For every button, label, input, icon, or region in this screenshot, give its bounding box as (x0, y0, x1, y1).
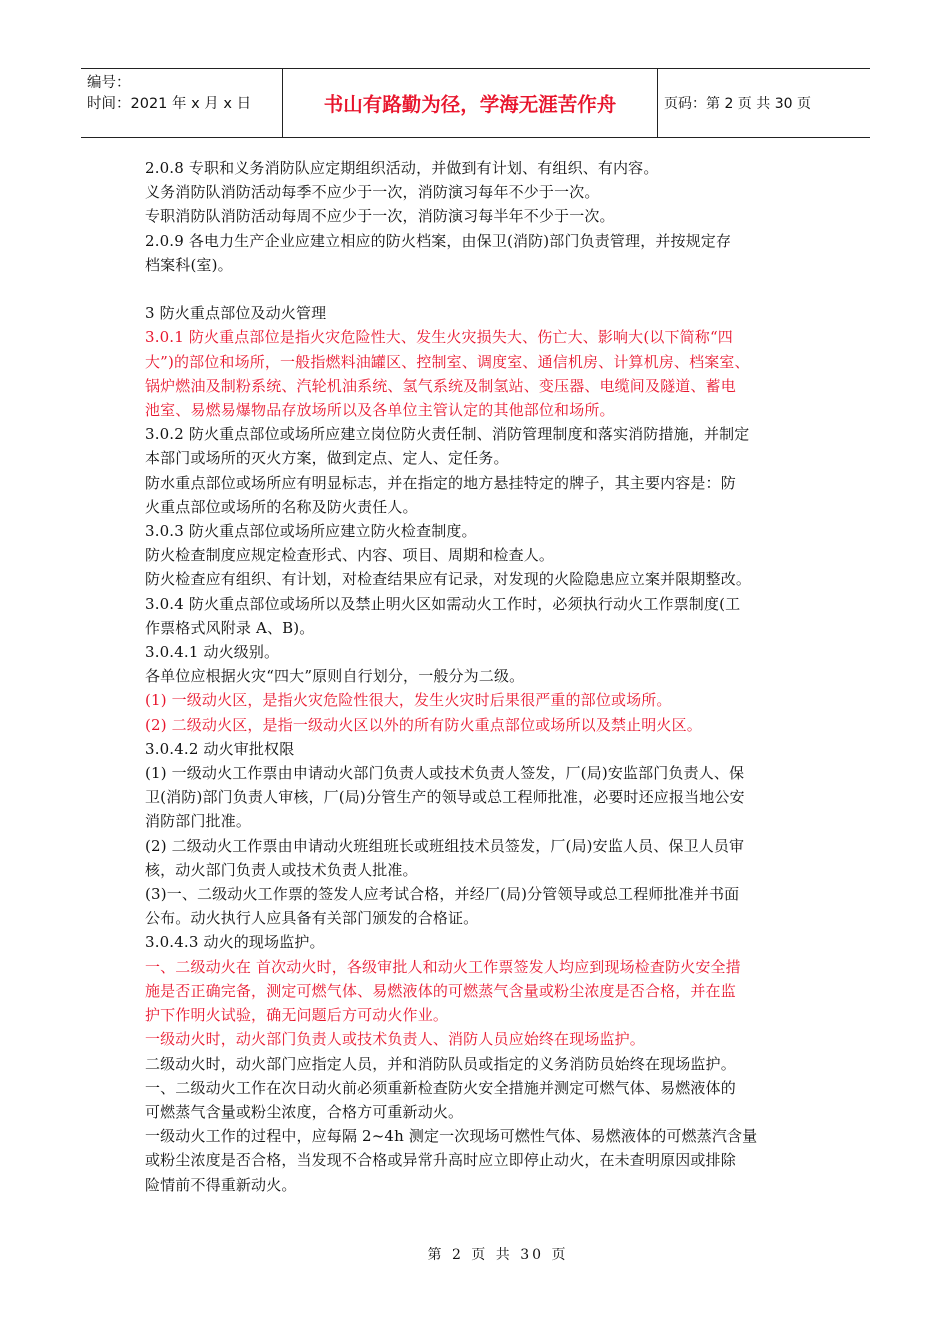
highlighted-paragraph-line: 一级动火时，动火部门负责人或技术负责人、消防人员应始终在现场监护。 (145, 1030, 645, 1049)
paragraph-line: 3.0.4.3 动火的现场监护。 (145, 933, 325, 952)
paragraph-line: 2.0.8 专职和义务消防队应定期组织活动，并做到有计划、有组织、有内容。 (145, 159, 659, 177)
paragraph-line: 一、二级动火工作在次日动火前必须重新检查防火安全措施并测定可燃气体、易燃液体的 (145, 1078, 736, 1097)
highlighted-paragraph-line: 大”)的部位和场所，一般指燃料油罐区、控制室、调度室、通信机房、计算机房、档案室、 (145, 352, 750, 371)
paragraph-line: 公布。动火执行人应具备有关部门颁发的合格证。 (145, 909, 479, 928)
paragraph-line: 防火检查应有组织、有计划，对检查结果应有记录，对发现的火险隐患应立案并限期整改。 (145, 570, 752, 589)
header-meta (81, 69, 283, 137)
paragraph-line: (1) 一级动火工作票由申请动火部门负责人或技术负责人签发，厂(局)安监部门负责人、保 (145, 764, 745, 783)
paragraph-line: (2) 二级动火工作票由申请动火班组班长或班组技术员签发，厂(局)安监人员、保卫人员审 (145, 836, 745, 855)
paragraph-line: 义务消防队消防活动每季不应少于一次，消防演习每年不少于一次。 (145, 183, 600, 202)
paragraph-line: 各单位应根据火灾“四大”原则自行划分，一般分为二级。 (145, 667, 525, 686)
highlighted-paragraph-line: 护下作明火试验，确无问题后方可动火作业。 (145, 1006, 449, 1025)
paragraph-line: 3.0.4.2 动火审批权限 (145, 739, 295, 758)
paragraph-line: 专职消防队消防活动每周不应少于一次，消防演习每半年不少于一次。 (145, 207, 615, 226)
paragraph-line: 险情前不得重新动火。 (145, 1175, 297, 1194)
paragraph-line: 3.0.4.1 动火级别。 (145, 643, 280, 662)
paragraph-line: 核，动火部门负责人或技术负责人批准。 (145, 860, 418, 879)
header-motto: 书山有路勤为径，学海无涯苦作舟 (283, 69, 658, 137)
paragraph-line: 二级动火时，动火部门应指定人员，并和消防队员或指定的义务消防员始终在现场监护。 (145, 1054, 736, 1073)
paragraph-line: (3)一、二级动火工作票的签发人应考试合格，并经厂(局)分管领导或总工程师批准并书面 (145, 885, 740, 904)
document-date: 时间：2021 年 x 月 x 日 (87, 96, 252, 112)
highlighted-paragraph-line: 施是否正确完备，测定可燃气体、易燃液体的可燃蒸气含量或粉尘浓度是否合格，并在监 (145, 981, 736, 1000)
blank-line (145, 277, 815, 301)
paragraph-line: 火重点部位或场所的名称及防火责任人。 (145, 497, 418, 516)
highlighted-paragraph-line: (2) 二级动火区，是指一级动火区以外的所有防火重点部位或场所以及禁止明火区。 (145, 715, 702, 734)
highlighted-paragraph-line: 一、二级动火在 首次动火时，各级审批人和动火工作票签发人均应到现场检查防火安全措 (145, 957, 741, 976)
document-body (145, 156, 815, 1197)
paragraph-line: 可燃蒸气含量或粉尘浓度，合格方可重新动火。 (145, 1102, 464, 1121)
paragraph-line: 防火检查制度应规定检查形式、内容、项目、周期和检查人。 (145, 546, 555, 565)
highlighted-paragraph-line: 3.0.1 防火重点部位是指火灾危险性大、发生火灾损失大、伤亡大、影响大(以下简称“四 (145, 328, 733, 347)
paragraph-line: 作票格式风附录 A、B)。 (145, 618, 315, 637)
paragraph-line: 3.0.3 防火重点部位或场所应建立防火检查制度。 (145, 522, 477, 541)
header-page-number: 页码：第 2 页 共 30 页 (664, 96, 811, 112)
paragraph-line: 3.0.2 防火重点部位或场所应建立岗位防火责任制、消防管理制度和落实消防措施，并制定 (145, 425, 750, 444)
highlighted-paragraph-line: 锅炉燃油及制粉系统、汽轮机油系统、氢气系统及制氢站、变压器、电缆间及隧道、蓄电 (145, 376, 736, 395)
paragraph-line: 3.0.4 防火重点部位或场所以及禁止明火区如需动火工作时，必须执行动火工作票制度(工 (145, 594, 741, 613)
paragraph-line: 一级动火工作的过程中，应每隔 2~4h 测定一次现场可燃性气体、易燃液体的可燃蒸汽含量 (145, 1127, 758, 1146)
paragraph-line: 或粉尘浓度是否合格，当发现不合格或异常升高时应立即停止动火，在未查明原因或排除 (145, 1151, 736, 1170)
document-number: 编号： (87, 75, 131, 91)
paragraph-line: 3 防火重点部位及动火管理 (145, 304, 327, 323)
highlighted-paragraph-line: (1) 一级动火区，是指火灾危险性很大，发生火灾时后果很严重的部位或场所。 (145, 691, 672, 710)
paragraph-line: 消防部门批准。 (145, 812, 252, 831)
paragraph-line: 卫(消防)部门负责人审核，厂(局)分管生产的领导或总工程师批准，必要时还应报当地公安 (145, 788, 745, 807)
highlighted-paragraph-line: 池室、易燃易爆物品存放场所以及各单位主管认定的其他部位和场所。 (145, 401, 615, 420)
paragraph-line: 2.0.9 各电力生产企业应建立相应的防火档案，由保卫(消防)部门负责管理，并按规定存 (145, 231, 732, 250)
page-header (81, 68, 870, 138)
paragraph-line: 档案科(室)。 (145, 255, 233, 274)
paragraph-line: 防水重点部位或场所应有明显标志，并在指定的地方悬挂特定的牌子，其主要内容是：防 (145, 473, 736, 492)
paragraph-line: 本部门或场所的灭火方案，做到定点、定人、定任务。 (145, 449, 509, 468)
page-footer: 第 2 页 共 30 页 (427, 1247, 569, 1263)
